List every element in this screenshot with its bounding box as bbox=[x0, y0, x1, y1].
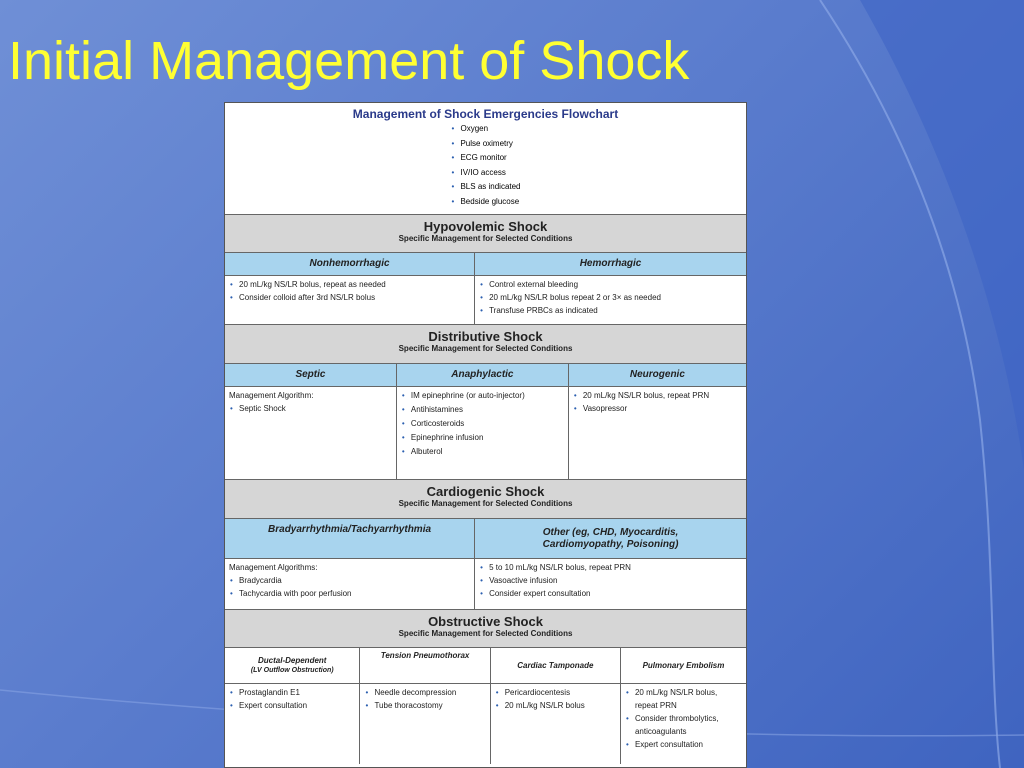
ductal-list bbox=[229, 686, 355, 712]
hypovolemic-header bbox=[225, 215, 746, 253]
septic-heading: Management Algorithm: bbox=[229, 391, 314, 400]
section-subtitle: Specific Management for Selected Conditions bbox=[398, 344, 573, 353]
list-item: • Expert consultation bbox=[229, 699, 355, 712]
list-item: • Consider thrombolytics, anticoagulants bbox=[625, 712, 742, 738]
list-item: • Vasopressor bbox=[573, 402, 742, 415]
section-title: Obstructive Shock bbox=[428, 614, 543, 629]
list-item: • Albuterol bbox=[401, 445, 564, 459]
distributive-subheaders bbox=[225, 364, 746, 387]
list-item: • 20 mL/kg NS/LR bolus, repeat PRN bbox=[573, 389, 742, 402]
section-subtitle: Specific Management for Selected Conditions bbox=[398, 234, 573, 243]
ductal-sublabel: (LV Outflow Obstruction) bbox=[250, 666, 334, 674]
anaphylactic-label: Anaphylactic bbox=[397, 364, 569, 386]
hemorrhagic-label: Hemorrhagic bbox=[475, 253, 746, 275]
list-item: • 5 to 10 mL/kg NS/LR bolus, repeat PRN bbox=[479, 561, 742, 574]
nonhemorrhagic-list bbox=[229, 278, 470, 304]
other-list bbox=[479, 561, 742, 600]
list-item: • Consider colloid after 3rd NS/LR bolus bbox=[229, 291, 470, 304]
nonhemorrhagic-label: Nonhemorrhagic bbox=[225, 253, 475, 275]
flowchart-title: Management of Shock Emergencies Flowchart bbox=[352, 107, 619, 121]
other-label: Other (eg, CHD, Myocarditis, Cardiomyopathy, Poisoning) bbox=[475, 519, 746, 558]
list-item: • 20 mL/kg NS/LR bolus repeat 2 or 3× as needed bbox=[479, 291, 742, 304]
list-item: • Bedside glucose bbox=[450, 195, 520, 210]
septic-list bbox=[229, 402, 392, 415]
list-item: • Transfuse PRBCs as indicated bbox=[479, 304, 742, 317]
tension-label: Tension Pneumothorax bbox=[360, 648, 490, 683]
list-item: • Control external bleeding bbox=[479, 278, 742, 291]
list-item: • Prostaglandin E1 bbox=[229, 686, 355, 699]
list-item: • Antihistamines bbox=[401, 403, 564, 417]
slide-title: Initial Management of Shock bbox=[8, 31, 690, 91]
list-item: • 20 mL/kg NS/LR bolus bbox=[495, 699, 616, 712]
brady-heading: Management Algorithms: bbox=[229, 563, 318, 572]
pulmonary-label: Pulmonary Embolism bbox=[621, 648, 746, 683]
list-item: • Expert consultation bbox=[625, 738, 742, 751]
distributive-body bbox=[225, 387, 746, 480]
list-item: • Consider expert consultation bbox=[479, 587, 742, 600]
distributive-header bbox=[225, 325, 746, 364]
hypovolemic-subheaders bbox=[225, 253, 746, 276]
obstructive-header bbox=[225, 610, 746, 648]
list-item: • 20 mL/kg NS/LR bolus, repeat as needed bbox=[229, 278, 470, 291]
list-item: • Tachycardia with poor perfusion bbox=[229, 587, 470, 600]
list-item: • Pulse oximetry bbox=[450, 137, 520, 152]
list-item: • Vasoactive infusion bbox=[479, 574, 742, 587]
section-title: Hypovolemic Shock bbox=[423, 219, 548, 234]
list-item: • BLS as indicated bbox=[450, 180, 520, 195]
list-item: • Pericardiocentesis bbox=[495, 686, 616, 699]
cardiac-label: Cardiac Tamponade bbox=[491, 648, 621, 683]
neurogenic-list bbox=[573, 389, 742, 415]
list-item: • IM epinephrine (or auto-injector) bbox=[401, 389, 564, 403]
section-subtitle: Specific Management for Selected Conditions bbox=[398, 629, 573, 638]
list-item: • Needle decompression bbox=[364, 686, 485, 699]
brady-tachy-list bbox=[229, 574, 470, 600]
cardiogenic-header bbox=[225, 480, 746, 519]
initial-steps-list bbox=[450, 122, 520, 209]
list-item: • ECG monitor bbox=[450, 151, 520, 166]
list-item: • Oxygen bbox=[450, 122, 520, 137]
brady-tachy-label: Bradyarrhythmia/Tachyarrhythmia bbox=[225, 519, 475, 558]
list-item: • IV/IO access bbox=[450, 166, 520, 181]
list-item: • Bradycardia bbox=[229, 574, 470, 587]
shock-flowchart bbox=[224, 102, 747, 768]
list-item: • Epinephrine infusion bbox=[401, 431, 564, 445]
obstructive-body bbox=[225, 684, 746, 764]
section-title: Distributive Shock bbox=[428, 329, 543, 344]
list-item: • Tube thoracostomy bbox=[364, 699, 485, 712]
list-item: • 20 mL/kg NS/LR bolus, repeat PRN bbox=[625, 686, 742, 712]
neurogenic-label: Neurogenic bbox=[569, 364, 746, 386]
cardiogenic-body bbox=[225, 559, 746, 610]
pulmonary-list bbox=[625, 686, 742, 751]
septic-label: Septic bbox=[225, 364, 397, 386]
tension-list bbox=[364, 686, 485, 712]
anaphylactic-list bbox=[401, 389, 564, 459]
flowchart-header bbox=[225, 103, 746, 215]
ductal-label: Ductal-Dependent bbox=[258, 655, 327, 665]
list-item: • Septic Shock bbox=[229, 402, 392, 415]
cardiac-list bbox=[495, 686, 616, 712]
hypovolemic-body bbox=[225, 276, 746, 325]
list-item: • Corticosteroids bbox=[401, 417, 564, 431]
hemorrhagic-list bbox=[479, 278, 742, 317]
section-title: Cardiogenic Shock bbox=[426, 484, 545, 499]
section-subtitle: Specific Management for Selected Conditions bbox=[398, 499, 573, 508]
obstructive-subheaders bbox=[225, 648, 746, 684]
cardiogenic-subheaders bbox=[225, 519, 746, 559]
